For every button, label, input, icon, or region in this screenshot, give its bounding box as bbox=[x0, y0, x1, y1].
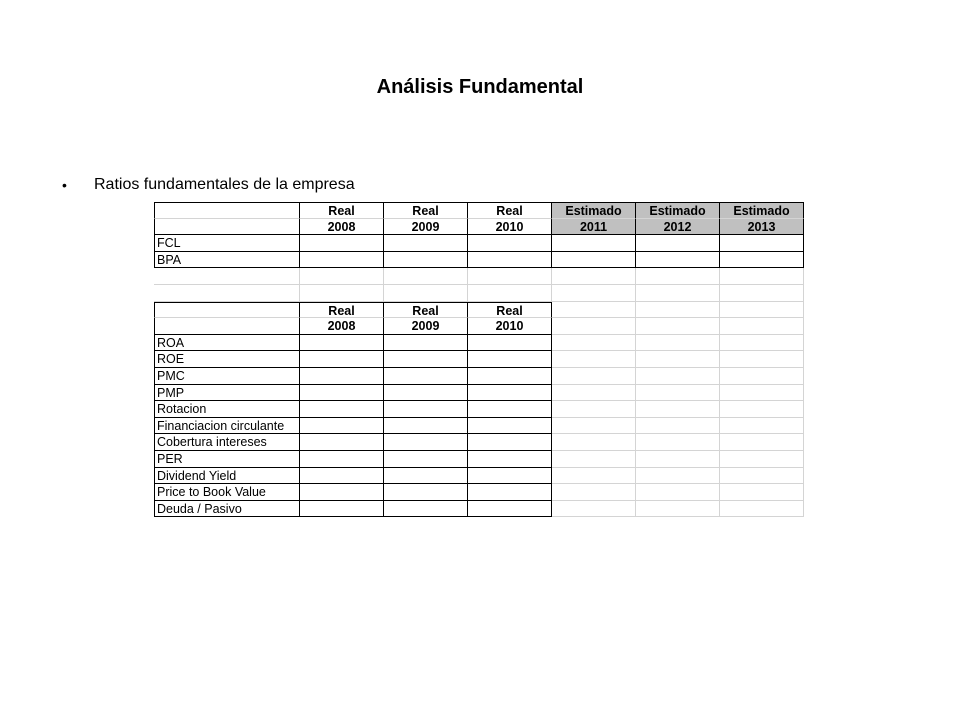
empty-cell bbox=[552, 318, 636, 335]
empty-cell bbox=[636, 285, 720, 302]
row-label: PMP bbox=[154, 385, 300, 402]
row-label: ROE bbox=[154, 351, 300, 368]
column-header-type: Estimado bbox=[720, 202, 804, 219]
value-cell bbox=[468, 401, 552, 418]
empty-cell bbox=[636, 451, 720, 468]
value-cell bbox=[384, 501, 468, 518]
column-header-type: Real bbox=[468, 302, 552, 319]
column-header-year: 2011 bbox=[552, 219, 636, 236]
empty-cell bbox=[552, 335, 636, 352]
empty-cell bbox=[468, 285, 552, 302]
value-cell bbox=[300, 468, 384, 485]
column-header-type: Estimado bbox=[552, 202, 636, 219]
empty-cell bbox=[636, 434, 720, 451]
value-cell bbox=[300, 418, 384, 435]
empty-cell bbox=[552, 501, 636, 518]
empty-cell bbox=[720, 268, 804, 285]
empty-cell bbox=[720, 335, 804, 352]
value-cell bbox=[552, 252, 636, 269]
row-label: Financiacion circulante bbox=[154, 418, 300, 435]
column-header-year: 2008 bbox=[300, 318, 384, 335]
empty-cell bbox=[720, 434, 804, 451]
empty-cell bbox=[636, 368, 720, 385]
value-cell bbox=[468, 335, 552, 352]
value-cell bbox=[384, 368, 468, 385]
empty-cell bbox=[552, 351, 636, 368]
empty-cell bbox=[552, 451, 636, 468]
value-cell bbox=[468, 501, 552, 518]
empty-cell bbox=[552, 385, 636, 402]
empty-cell bbox=[636, 385, 720, 402]
column-header-year: 2009 bbox=[384, 318, 468, 335]
column-header-type: Real bbox=[300, 202, 384, 219]
empty-cell bbox=[720, 385, 804, 402]
value-cell bbox=[384, 252, 468, 269]
empty-cell bbox=[552, 434, 636, 451]
empty-cell bbox=[720, 318, 804, 335]
value-cell bbox=[636, 252, 720, 269]
empty-cell bbox=[720, 368, 804, 385]
cell bbox=[154, 302, 300, 319]
value-cell bbox=[300, 451, 384, 468]
value-cell bbox=[300, 252, 384, 269]
empty-cell bbox=[720, 302, 804, 319]
value-cell bbox=[300, 484, 384, 501]
empty-cell bbox=[636, 418, 720, 435]
column-header-year: 2013 bbox=[720, 219, 804, 236]
column-header-year: 2009 bbox=[384, 219, 468, 236]
value-cell bbox=[552, 235, 636, 252]
value-cell bbox=[384, 484, 468, 501]
value-cell bbox=[468, 451, 552, 468]
value-cell bbox=[468, 385, 552, 402]
column-header-type: Real bbox=[468, 202, 552, 219]
row-label: PMC bbox=[154, 368, 300, 385]
row-label: Price to Book Value bbox=[154, 484, 300, 501]
empty-cell bbox=[552, 368, 636, 385]
bullet-item bbox=[62, 176, 355, 194]
empty-cell bbox=[468, 268, 552, 285]
empty-cell bbox=[720, 484, 804, 501]
cell bbox=[154, 318, 300, 335]
value-cell bbox=[720, 235, 804, 252]
empty-cell bbox=[154, 285, 300, 302]
empty-cell bbox=[636, 302, 720, 319]
empty-cell bbox=[384, 285, 468, 302]
row-label: FCL bbox=[154, 235, 300, 252]
empty-cell bbox=[552, 302, 636, 319]
value-cell bbox=[384, 451, 468, 468]
value-cell bbox=[468, 484, 552, 501]
empty-cell bbox=[636, 501, 720, 518]
empty-cell bbox=[552, 285, 636, 302]
empty-cell bbox=[552, 401, 636, 418]
value-cell bbox=[636, 235, 720, 252]
empty-cell bbox=[720, 351, 804, 368]
value-cell bbox=[300, 368, 384, 385]
empty-cell bbox=[552, 468, 636, 485]
value-cell bbox=[468, 418, 552, 435]
empty-cell bbox=[720, 418, 804, 435]
empty-cell bbox=[384, 268, 468, 285]
empty-cell bbox=[300, 268, 384, 285]
value-cell bbox=[468, 235, 552, 252]
value-cell bbox=[384, 468, 468, 485]
value-cell bbox=[300, 351, 384, 368]
empty-cell bbox=[552, 268, 636, 285]
row-label: Deuda / Pasivo bbox=[154, 501, 300, 518]
row-label: PER bbox=[154, 451, 300, 468]
empty-cell bbox=[636, 468, 720, 485]
value-cell bbox=[468, 434, 552, 451]
value-cell bbox=[384, 385, 468, 402]
column-header-year: 2010 bbox=[468, 318, 552, 335]
slide-title: Análisis Fundamental bbox=[376, 76, 584, 98]
row-label: BPA bbox=[154, 252, 300, 269]
row-label: Rotacion bbox=[154, 401, 300, 418]
column-header-year: 2010 bbox=[468, 219, 552, 236]
empty-cell bbox=[154, 268, 300, 285]
value-cell bbox=[720, 252, 804, 269]
value-cell bbox=[300, 335, 384, 352]
bullet-text: Ratios fundamentales de la empresa bbox=[94, 176, 355, 193]
empty-cell bbox=[636, 318, 720, 335]
empty-cell bbox=[720, 501, 804, 518]
value-cell bbox=[468, 252, 552, 269]
column-header-year: 2012 bbox=[636, 219, 720, 236]
empty-cell bbox=[636, 401, 720, 418]
value-cell bbox=[468, 468, 552, 485]
value-cell bbox=[300, 235, 384, 252]
value-cell bbox=[384, 401, 468, 418]
row-label: Dividend Yield bbox=[154, 468, 300, 485]
value-cell bbox=[300, 434, 384, 451]
empty-cell bbox=[636, 351, 720, 368]
column-header-type: Real bbox=[384, 202, 468, 219]
bullet-symbol: • bbox=[62, 177, 67, 193]
value-cell bbox=[468, 368, 552, 385]
empty-cell bbox=[300, 285, 384, 302]
cell bbox=[154, 219, 300, 236]
value-cell bbox=[384, 418, 468, 435]
value-cell bbox=[300, 401, 384, 418]
value-cell bbox=[384, 335, 468, 352]
column-header-type: Real bbox=[384, 302, 468, 319]
column-header-year: 2008 bbox=[300, 219, 384, 236]
empty-cell bbox=[720, 468, 804, 485]
empty-cell bbox=[552, 418, 636, 435]
value-cell bbox=[384, 351, 468, 368]
value-cell bbox=[384, 434, 468, 451]
cell bbox=[154, 202, 300, 219]
empty-cell bbox=[720, 401, 804, 418]
empty-cell bbox=[636, 484, 720, 501]
value-cell bbox=[300, 501, 384, 518]
value-cell bbox=[384, 235, 468, 252]
empty-cell bbox=[552, 484, 636, 501]
empty-cell bbox=[720, 285, 804, 302]
empty-cell bbox=[636, 335, 720, 352]
row-label: ROA bbox=[154, 335, 300, 352]
value-cell bbox=[468, 351, 552, 368]
value-cell bbox=[300, 385, 384, 402]
empty-cell bbox=[720, 451, 804, 468]
column-header-type: Estimado bbox=[636, 202, 720, 219]
column-header-type: Real bbox=[300, 302, 384, 319]
row-label: Cobertura intereses bbox=[154, 434, 300, 451]
empty-cell bbox=[636, 268, 720, 285]
